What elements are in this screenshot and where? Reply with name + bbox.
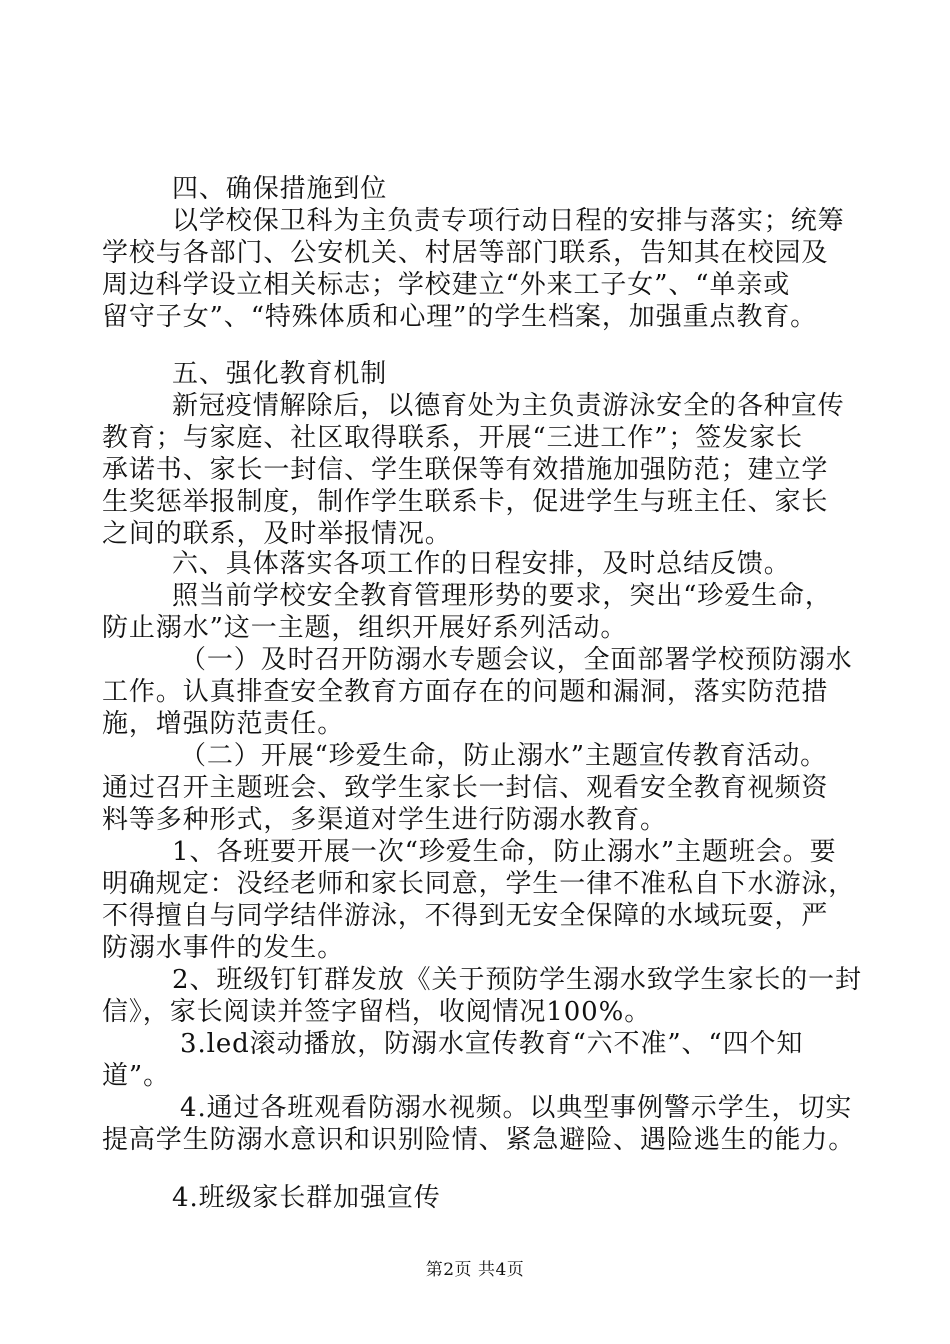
paragraph-line: 工作。认真排查安全教育方面存在的问题和漏洞，落实防范措 <box>102 677 829 707</box>
paragraph-line: 施，增强防范责任。 <box>102 709 345 739</box>
paragraph-line: 以学校保卫科为主负责专项行动日程的安排与落实；统筹 <box>172 206 845 236</box>
paragraph-line: （二）开展“珍爱生命，防止溺水”主题宣传教育活动。 <box>180 741 828 771</box>
paragraph-line: 4.班级家长群加强宣传 <box>172 1183 441 1213</box>
section-heading-4: 四、确保措施到位 <box>172 174 388 204</box>
paragraph-line: 1、各班要开展一次“珍爱生命，防止溺水”主题班会。要 <box>172 837 837 867</box>
section-heading-5: 五、强化教育机制 <box>172 359 388 389</box>
page-footer: 第2页 共4页 <box>425 1260 525 1280</box>
paragraph-line: 道”。 <box>102 1061 170 1091</box>
paragraph-line: 照当前学校安全教育管理形势的要求，突出“珍爱生命， <box>172 581 832 611</box>
paragraph-line: 3.led滚动播放，防溺水宣传教育“六不准”、“四个知 <box>180 1029 804 1059</box>
paragraph-line: 2、班级钉钉群发放《关于预防学生溺水致学生家长的一封 <box>172 965 862 995</box>
paragraph-line: 新冠疫情解除后，以德育处为主负责游泳安全的各种宣传 <box>172 391 845 421</box>
paragraph-line: 信》，家长阅读并签字留档，收阅情况100%。 <box>102 997 652 1027</box>
paragraph-line: 提高学生防溺水意识和识别险情、紧急避险、遇险逃生的能力。 <box>102 1125 856 1155</box>
paragraph-line: 4.通过各班观看防溺水视频。以典型事例警示学生，切实 <box>180 1093 853 1123</box>
paragraph-line: 防溺水事件的发生。 <box>102 933 345 963</box>
paragraph-line: 教育；与家庭、社区取得联系，开展“三进工作”；签发家长 <box>102 423 803 453</box>
paragraph-line: 留守子女”、“特殊体质和心理”的学生档案，加强重点教育。 <box>102 302 818 332</box>
paragraph-line: 承诺书、家长一封信、学生联保等有效措施加强防范；建立学 <box>102 455 829 485</box>
paragraph-line: 周边科学设立相关标志；学校建立“外来工子女”、“单亲或 <box>102 270 791 300</box>
paragraph-line: 学校与各部门、公安机关、村居等部门联系，告知其在校园及 <box>102 238 829 268</box>
paragraph-line: 之间的联系，及时举报情况。 <box>102 519 452 549</box>
paragraph-line: （一）及时召开防溺水专题会议，全面部署学校预防溺水 <box>180 645 853 675</box>
paragraph-line: 明确规定：没经老师和家长同意，学生一律不准私自下水游泳， <box>102 869 856 899</box>
paragraph-line: 不得擅自与同学结伴游泳，不得到无安全保障的水域玩耍，严 <box>102 901 829 931</box>
paragraph-line: 料等多种形式，多渠道对学生进行防溺水教育。 <box>102 805 667 835</box>
paragraph-line: 生奖惩举报制度，制作学生联系卡，促进学生与班主任、家长 <box>102 487 829 517</box>
paragraph-line: 通过召开主题班会、致学生家长一封信、观看安全教育视频资 <box>102 773 829 803</box>
section-heading-6: 六、具体落实各项工作的日程安排，及时总结反馈。 <box>172 549 791 579</box>
paragraph-line: 防止溺水”这一主题，组织开展好系列活动。 <box>102 613 628 643</box>
